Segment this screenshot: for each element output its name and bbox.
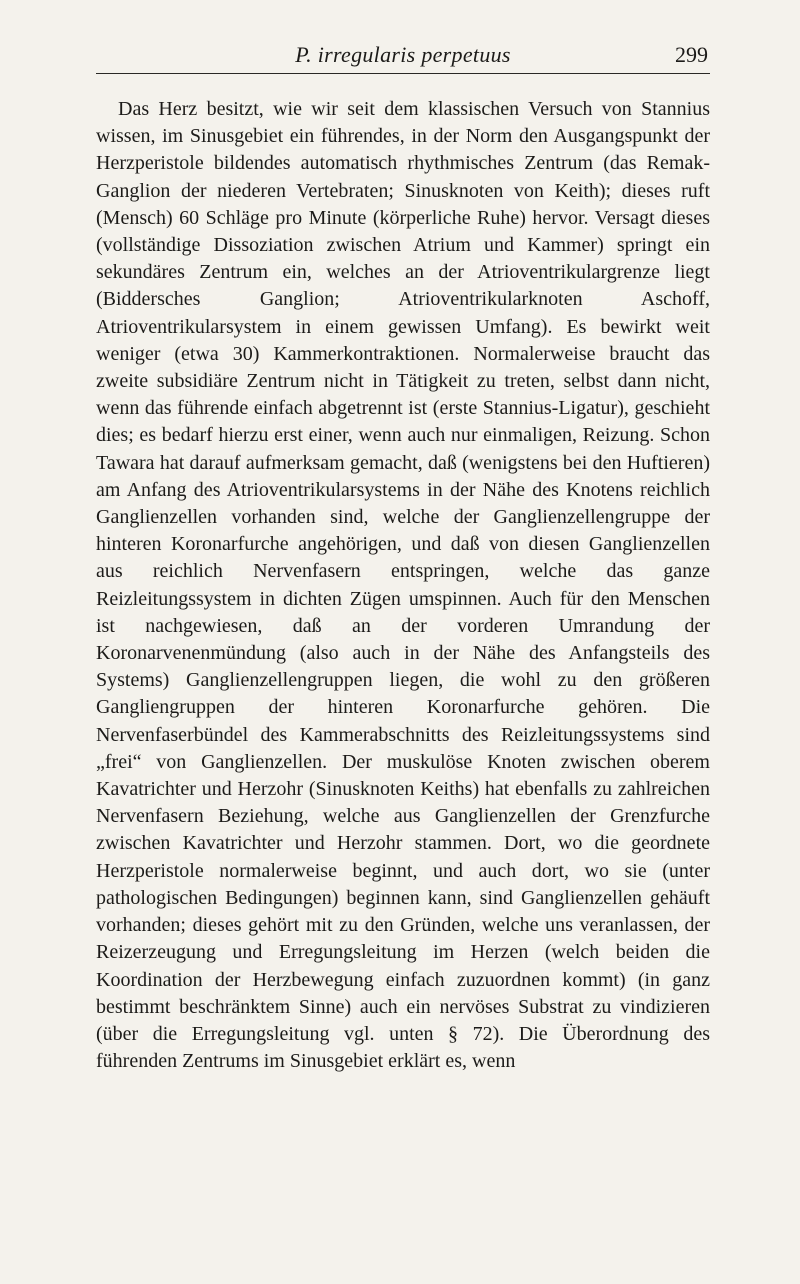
body-paragraph-text: Das Herz besitzt, wie wir seit dem klassischen Versuch von Stannius wissen, im Sinusgebiet ein führendes, in der Norm den Ausgangspunkt der Herzperistole bildendes automatisch rhythmisches Zentrum (das Remak-Ganglion der niederen Vertebraten; Sinusknoten von Keith); dieses ruft (Mensch) 60 Schläge pro Minute (körperliche Ruhe) hervor. Versagt dieses (vollständige Dissoziation zwischen Atrium und Kammer) springt ein sekundäres Zentrum ein, welches an der Atrioventrikulargrenze liegt (Biddersches Ganglion; Atrioventrikularknoten Aschoff, Atrioventrikularsystem in einem gewissen Umfang). Es bewirkt weit weniger (etwa 30) Kammerkontraktionen. Normalerweise braucht das zweite subsidiäre Zentrum nicht in Tätigkeit zu treten, selbst dann nicht, wenn das führende einfach abgetrennt ist (erste Stannius-Ligatur), geschieht dies; es bedarf hierzu erst einer, wenn auch nur einmaligen, Reizung. Schon Tawara hat darauf aufmerksam gemacht, daß (wenigstens bei den Huftieren) am Anfang des Atrioventrikularsystems in der Nähe des Knotens reichlich Ganglienzellen vorhanden sind, welche der Ganglienzellengruppe der hinteren Koronarfurche angehörigen, und daß von diesen Ganglienzellen aus reichlich Nervenfasern entspringen, welche das ganze Reizleitungssystem in dichten Zügen umspinnen. Auch für den Menschen ist nachgewiesen, daß an der vorderen Umrandung der Koronarvenenmündung (also auch in der Nähe des Anfangsteils des Systems) Ganglienzellengruppen liegen, die wohl zu den größeren Gangliengruppen der hinteren Koronarfurche gehören. Die Nervenfaserbündel des Kammerabschnitts des Reizleitungssystems sind „frei“ von Ganglienzellen. Der muskulöse Knoten zwischen oberem Kavatrichter und Herzohr (Sinusknoten Keiths) hat ebenfalls zu zahlreichen Nervenfasern Beziehung, welche aus Ganglienzellen der Grenzfurche zwischen Kavatrichter und Herzohr stammen. Dort, wo die geordnete Herzperistole normalerweise beginnt, und auch dort, wo sie (unter pathologischen Bedingungen) beginnen kann, sind Ganglienzellen gehäuft vorhanden; dieses gehört mit zu den Gründen, welche uns veranlassen, der Reizerzeugung und Erregungsleitung im Herzen (welch beiden die Koordination der Herzbewegung einfach zuzuordnen kommt) (in ganz bestimmt beschränktem Sinne) auch ein nervöses Substrat zu vindizieren (über die Erregungsleitung vgl. unten § 72). Die Überordnung des führenden Zentrums im Sinusgebiet erklärt es, wenn xyxy=(96,98,710,1073)
body-paragraph xyxy=(96,96,710,1075)
page-header xyxy=(96,40,710,80)
header-rule xyxy=(96,73,710,74)
page-number: 299 xyxy=(675,42,708,67)
running-title: P. irregularis perpetuus xyxy=(295,42,511,67)
